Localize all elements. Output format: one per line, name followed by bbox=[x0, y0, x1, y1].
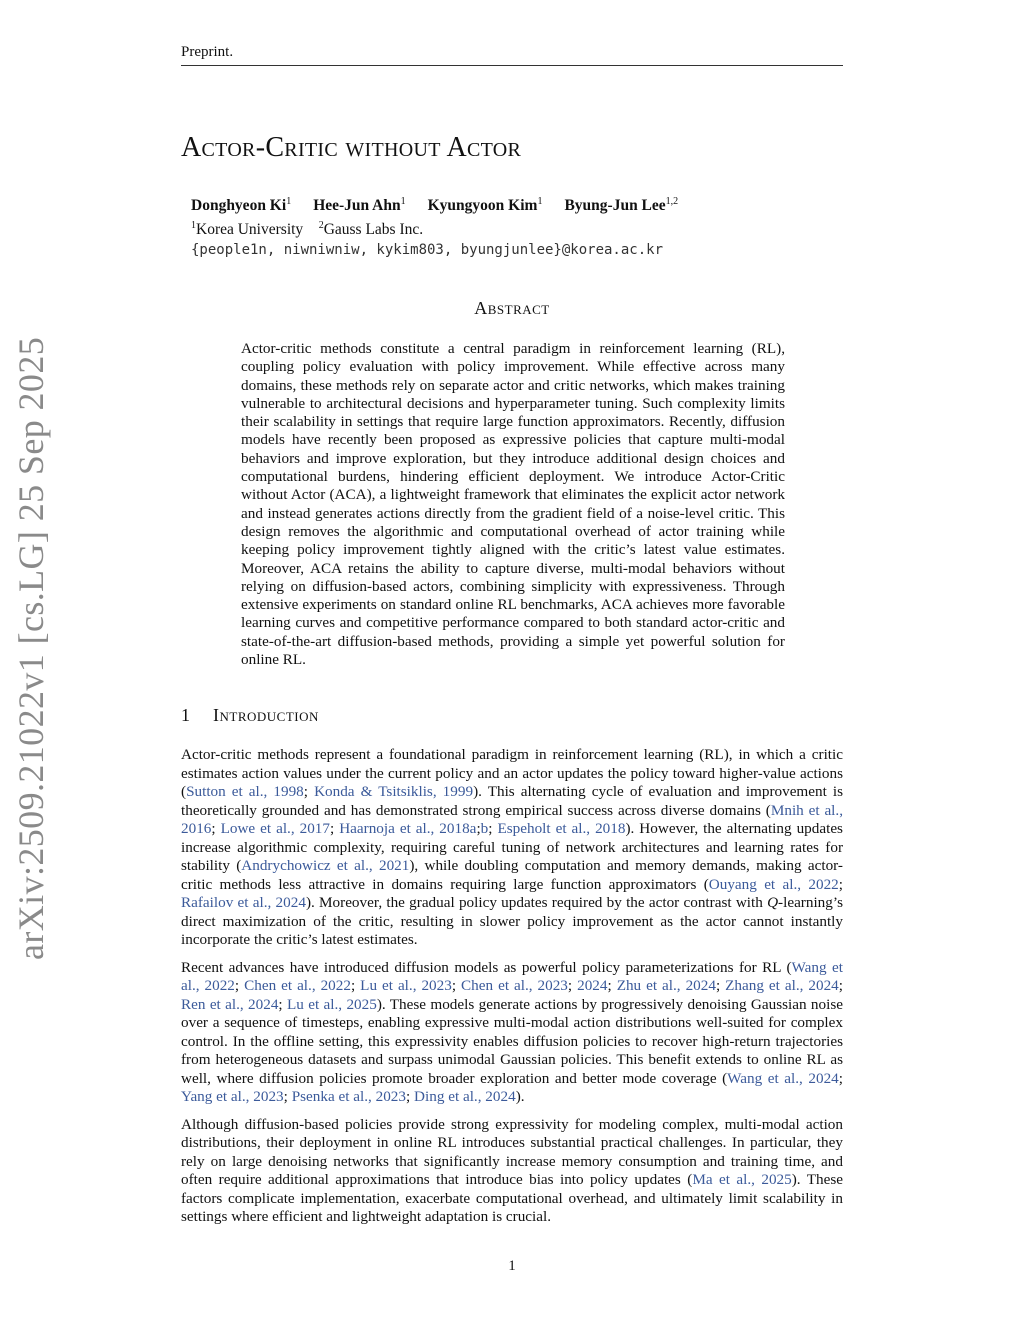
citation-link[interactable]: Wang et al., 2024 bbox=[727, 1069, 839, 1087]
text-run: ; bbox=[567, 977, 578, 994]
citation-link[interactable]: Lowe et al., 2017 bbox=[220, 820, 330, 837]
text-run: ; bbox=[406, 1088, 415, 1105]
author-block bbox=[191, 192, 831, 260]
text-run: ; bbox=[451, 977, 462, 994]
text-run: ). However, the alternating updates increase algorithmic complexity, requiring careful tuning of network architectures and learning rates for stability ( bbox=[181, 820, 843, 874]
text-run: ). bbox=[515, 1088, 525, 1105]
citation-link[interactable]: Chen et al., 2022 bbox=[244, 977, 351, 994]
citation-link[interactable]: Zhang et al., 2024 bbox=[725, 977, 839, 994]
body-text bbox=[181, 746, 843, 1236]
text-run: Although diffusion-based policies provide strong expressivity for modeling complex, multi-modal action distributions, their deployment in online RL introduces substantial practical challenges. In particular, they rely on large denoising networks that significantly increase memory consumption and training time, and often require additional approximations that introduce bias into policy updates ( bbox=[181, 1115, 843, 1188]
citation-link[interactable]: Yang et al., 2023 bbox=[181, 1088, 284, 1105]
text-run: ), while doubling computation and memory demands, making actor-critic methods less attractive in domains requiring large function approximators ( bbox=[181, 857, 843, 893]
text-run: -learning’s direct maximization of the critic, resulting in slower policy improvement as the actor cannot instantly incorporate the critic’s latest estimates. bbox=[181, 894, 843, 948]
text-run: ; bbox=[303, 783, 315, 800]
citation-link[interactable]: Mnih et al., 2016 bbox=[181, 801, 843, 837]
affiliation: Gauss Labs Inc. bbox=[323, 221, 424, 239]
text-run: ). Moreover, the gradual policy updates required by the actor contrast with bbox=[305, 894, 768, 911]
author-emails: {people1n, niwniwniw, kykim803, byungjunlee}@korea.ac.kr bbox=[191, 242, 664, 259]
citation-link[interactable]: Ren et al., 2024 bbox=[181, 995, 279, 1013]
page-number: 1 bbox=[508, 1258, 516, 1274]
citation-link[interactable]: Haarnoja et al., 2018a bbox=[339, 820, 477, 837]
text-run: ; bbox=[350, 977, 361, 994]
citation-link[interactable]: Lu et al., 2025 bbox=[287, 995, 377, 1013]
section-title: Introduction bbox=[213, 705, 319, 725]
math-symbol: Q bbox=[767, 894, 779, 911]
text-run: ; bbox=[838, 1069, 843, 1087]
text-run: ; bbox=[715, 977, 726, 994]
text-run: ; bbox=[488, 820, 498, 837]
citation-link[interactable]: Konda & Tsitsiklis, 1999 bbox=[314, 783, 474, 800]
affiliations: $^1$Korea University $^2$Gauss Labs Inc. bbox=[191, 220, 424, 239]
citation-link[interactable]: b bbox=[480, 820, 489, 837]
text-run: ; bbox=[838, 875, 843, 893]
author-names bbox=[191, 192, 831, 215]
text-run: ; bbox=[838, 977, 843, 994]
citation-link[interactable]: Rafailov et al., 2024 bbox=[181, 894, 306, 911]
text-run: ; bbox=[211, 820, 221, 837]
citation-link[interactable]: 2024 bbox=[577, 977, 608, 994]
citation-link[interactable]: Psenka et al., 2023 bbox=[291, 1088, 406, 1105]
body-paragraph bbox=[181, 1116, 843, 1227]
citation-link[interactable]: Espeholt et al., 2018 bbox=[497, 820, 626, 837]
text-run: ; bbox=[278, 995, 287, 1013]
section-heading bbox=[181, 704, 319, 726]
body-paragraph bbox=[181, 959, 843, 1107]
author: Byung-Jun Lee$^{1,2}$ bbox=[564, 196, 679, 215]
text-run: Actor-critic methods represent a foundational paradigm in reinforcement learning (RL), in which a critic estimates action values under the current policy and an actor updates the policy toward higher-value actions ( bbox=[181, 746, 843, 800]
affiliation: Korea University bbox=[196, 221, 304, 239]
abstract-heading: Abstract bbox=[474, 298, 550, 318]
author: Kyungyoon Kim$^1$ bbox=[427, 196, 543, 215]
citation-link[interactable]: Ding et al., 2024 bbox=[414, 1088, 516, 1105]
author: Hee-Jun Ahn$^1$ bbox=[313, 196, 406, 215]
text-run: ; bbox=[283, 1088, 292, 1105]
citation-link[interactable]: Sutton et al., 1998 bbox=[186, 783, 304, 800]
citation-link[interactable]: Zhu et al., 2024 bbox=[616, 977, 716, 994]
citation-link[interactable]: Chen et al., 2023 bbox=[461, 977, 568, 994]
citation-link[interactable]: Andrychowicz et al., 2021 bbox=[241, 857, 410, 874]
citation-link[interactable]: Lu et al., 2023 bbox=[360, 977, 452, 994]
citation-link[interactable]: Ouyang et al., 2022 bbox=[708, 875, 839, 893]
text-run: Recent advances have introduced diffusion models as powerful policy parameterizations for RL ( bbox=[181, 958, 792, 976]
running-head: Preprint. bbox=[181, 44, 234, 60]
text-run: ). These models generate actions by progressively denoising Gaussian noise over a sequence of timesteps, enabling expressive multi-modal action distributions well-suited for complex control. In the offline setting, this expressivity enables diffusion policies to recover high-return trajectories from heterogeneous datasets and surpass unimodal Gaussian policies. This benefit extends to online RL as well, where diffusion policies promote broader exploration and better mode coverage ( bbox=[181, 995, 843, 1087]
citation-link[interactable]: Ma et al., 2025 bbox=[692, 1171, 792, 1188]
section-number: 1 bbox=[181, 705, 190, 725]
text-run: ; bbox=[476, 820, 481, 837]
text-run: ; bbox=[234, 977, 245, 994]
text-run: ). These factors complicate implementation, exacerbate computational overhead, and ultimately limit scalability in settings where efficient and lightweight adaptation is crucial. bbox=[181, 1171, 844, 1225]
paper-title: Actor-Critic without Actor bbox=[181, 132, 522, 163]
body-paragraph bbox=[181, 746, 843, 950]
text-run: ). This alternating cycle of evaluation and improvement is theoretically grounded and has demonstrated strong empirical success across diverse domains ( bbox=[181, 783, 843, 819]
text-run: ; bbox=[330, 820, 340, 837]
text-run: ; bbox=[607, 977, 617, 994]
header-rule bbox=[181, 65, 843, 66]
author: Donghyeon Ki$^1$ bbox=[191, 196, 292, 215]
citation-link[interactable]: Wang et al., 2022 bbox=[181, 958, 843, 994]
arxiv-identifier: arXiv:2509.21022v1 [cs.LG] 25 Sep 2025 bbox=[11, 336, 51, 960]
abstract-text: Actor-critic methods constitute a central paradigm in reinforcement learning (RL), coupling policy evaluation with policy improvement. While effective across many domains, these methods rely on separate actor and critic networks, which makes training vulnerable to architectural decisions and hyperparameter tuning. Such complexity limits their scalability in settings that require large function approximators. Recently, diffusion models have recently been proposed as expressive policies that capture multi-modal behaviors and improve exploration, but they introduce additional design choices and computational burdens, hindering efficient deployment. We introduce Actor-Critic without Actor (ACA), a lightweight framework that eliminates the explicit actor network and instead generates actions directly from the gradient field of a noise-level critic. This design removes the algorithmic and computational overhead of actor training while keeping policy improvement tightly aligned with the critic’s latest value estimates. Moreover, ACA retains the ability to capture diverse, multi-modal behaviors without relying on diffusion-based actors, combining simplicity with expressiveness. Through extensive experiments on standard online RL benchmarks, ACA achieves more favorable learning curves and competitive performance compared to both standard actor-critic and state-of-the-art diffusion-based methods, providing a simple yet powerful solution for online RL. bbox=[241, 340, 785, 669]
